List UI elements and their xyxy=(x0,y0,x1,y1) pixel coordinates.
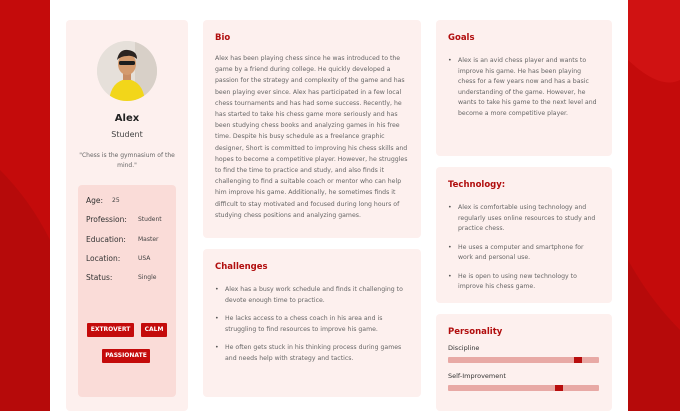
list-item: • He uses a computer and smartphone for work and personal use. xyxy=(448,243,600,264)
detail-status-value: Single xyxy=(138,274,157,281)
detail-location-value: USA xyxy=(138,255,151,262)
persona-name: Alex xyxy=(114,113,140,124)
trait-self-improvement-label: Self-Improvement xyxy=(448,372,506,380)
personality-title: Personality xyxy=(448,327,503,337)
trait-discipline-bar xyxy=(448,357,599,363)
details-panel xyxy=(78,185,176,397)
detail-profession-label: Profession: xyxy=(86,215,127,224)
technology-list xyxy=(448,203,600,301)
profile-card xyxy=(66,20,188,411)
personality-card xyxy=(436,314,612,411)
trait-discipline-marker xyxy=(574,357,582,363)
persona-role: Student xyxy=(111,130,143,139)
goals-list xyxy=(448,56,600,127)
persona-quote: "Chess is the gymnasium of the mind." xyxy=(79,152,175,169)
bio-title: Bio xyxy=(215,33,231,43)
goals-title: Goals xyxy=(448,33,475,43)
challenges-title: Challenges xyxy=(215,262,268,272)
challenges-list xyxy=(215,285,409,372)
bio-card xyxy=(203,20,421,238)
technology-title: Technology: xyxy=(448,180,506,190)
challenges-card xyxy=(203,249,421,397)
list-item: • Alex is an avid chess player and wants to improve his game. He has been playing chess for a few years now and has a basic understanding of the game. However, he wants to take his game to the next level and become a more competitive player. xyxy=(448,56,600,119)
detail-age-value: 25 xyxy=(112,197,120,204)
detail-education-value: Master xyxy=(138,236,159,243)
tag-passionate: PASSIONATE xyxy=(102,349,150,363)
person-photo-icon xyxy=(97,41,157,101)
detail-location-label: Location: xyxy=(86,254,121,263)
persona-page xyxy=(50,0,628,411)
list-item: • Alex is comfortable using technology and regularly uses online resources to study and practice chess. xyxy=(448,203,600,235)
list-item: • He lacks access to a chess coach in his area and is struggling to find resources to improve his game. xyxy=(215,314,409,335)
list-item: • He often gets stuck in his thinking process during games and needs help with strategy and tactics. xyxy=(215,343,409,364)
trait-self-improvement-bar xyxy=(448,385,599,391)
goals-card xyxy=(436,20,612,156)
detail-status-label: Status: xyxy=(86,273,113,282)
technology-card xyxy=(436,167,612,303)
avatar xyxy=(97,41,157,101)
tag-calm: CALM xyxy=(141,323,167,337)
trait-self-improvement-marker xyxy=(555,385,563,391)
list-item: • Alex has a busy work schedule and finds it challenging to devote enough time to practice. xyxy=(215,285,409,306)
bio-text: Alex has been playing chess since he was introduced to the game by a friend during college. He quickly developed a passion for the strategy and complexity of the game and has been playing ever since. Alex has participated in a few local chess tournaments and has had some success. Recently, he has started to take his chess game more seriously and has been studying chess books and analyzing games in his free time. Despite his busy schedule as a freelance graphic designer, Short is committed to improving his chess skills and hopes to become a competitive player. However, he struggles to find the time to practice and study, and also finds it challenging to find a suitable coach or mentor who can help him improve his game. Additionally, he sometimes finds it difficult to stay motivated and focused during long hours of studying chess positions and analyzing games. xyxy=(215,55,408,219)
detail-profession-value: Student xyxy=(138,216,162,223)
detail-age-label: Age: xyxy=(86,196,104,205)
tag-extrovert: EXTROVERT xyxy=(87,323,134,337)
trait-discipline-label: Discipline xyxy=(448,344,480,352)
detail-education-label: Education: xyxy=(86,235,126,244)
list-item: • He is open to using new technology to improve his chess game. xyxy=(448,272,600,293)
